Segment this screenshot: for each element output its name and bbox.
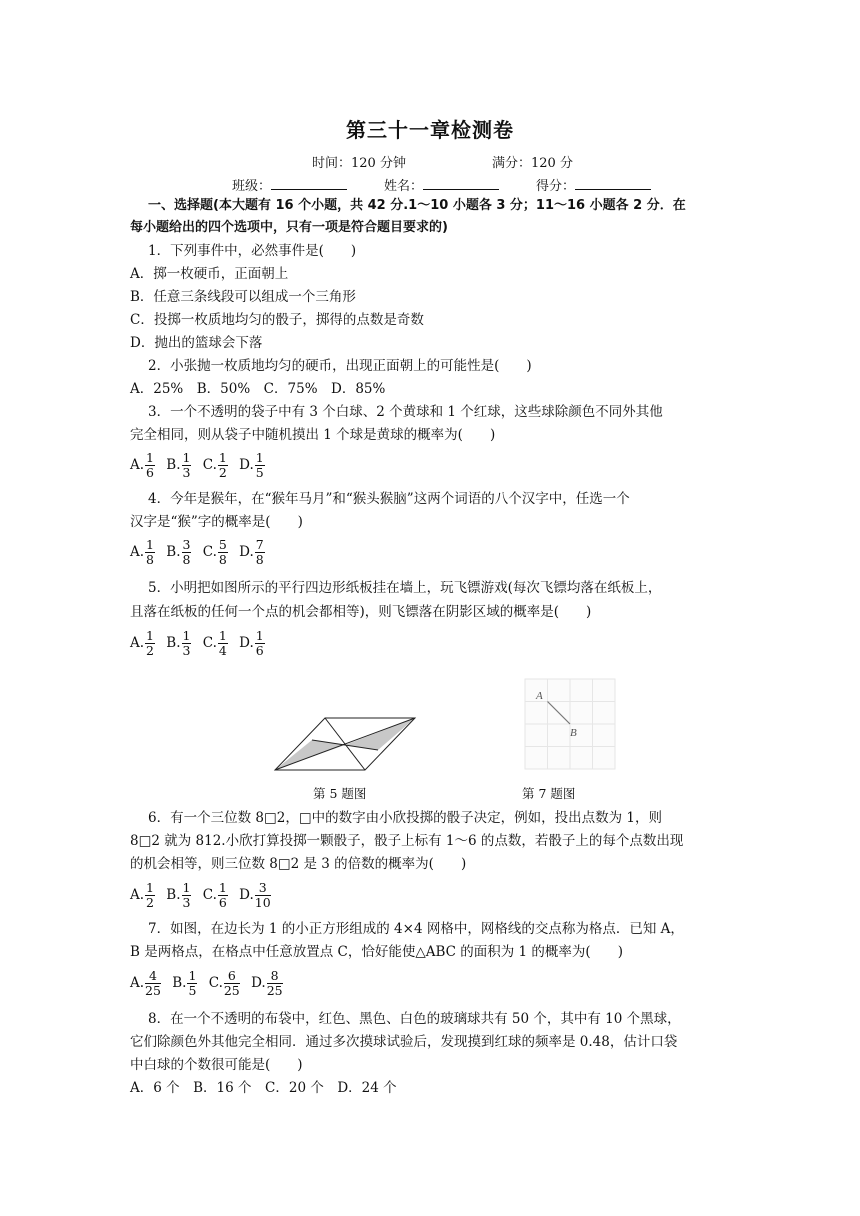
q1-option-c: C．投掷一枚质地均匀的骰子，掷得的点数是奇数: [130, 312, 424, 328]
option-d: D. $\frac{1}{5}$: [239, 450, 264, 480]
figure-5-caption: 第 5 题图: [313, 786, 367, 801]
option-a: A. $\frac{4}{25}$: [130, 968, 161, 998]
fraction: $\frac{1}{2}$: [146, 880, 154, 910]
fraction: $\frac{1}{3}$: [182, 880, 191, 910]
q3-options: [130, 451, 730, 480]
q8-stem-line1: 8．在一个不透明的布袋中，红色、黑色、白色的玻璃球共有 50 个，其中有 10 个黑球，: [148, 1011, 681, 1027]
q7-stem-line2: B 是两格点，在格点中任意放置点 C，恰好能使△ABC 的面积为 1 的概率为( ): [130, 944, 623, 960]
fraction: $\frac{1}{5}$: [255, 450, 264, 480]
figure-7-caption: 第 7 题图: [522, 786, 576, 801]
fraction: $\frac{1}{6}$: [146, 450, 154, 480]
fraction: $\frac{8}{25}$: [266, 968, 283, 998]
q8-stem-line2: 它们除颜色外其他完全相同．通过多次摸球试验后，发现摸到红球的频率是 0.48，估计口袋: [130, 1034, 678, 1050]
option-d: D. $\frac{3}{10}$: [239, 880, 271, 910]
fraction: $\frac{1}{8}$: [146, 537, 154, 567]
name-blank: [423, 177, 499, 190]
fraction: $\frac{1}{2}$: [146, 628, 154, 658]
option-d: D. $\frac{7}{8}$: [239, 537, 264, 567]
fraction: $\frac{3}{8}$: [182, 537, 191, 567]
q5-stem-line1: 5．小明把如图所示的平行四边形纸板挂在墙上，玩飞镖游戏(每次飞镖均落在纸板上，: [148, 580, 662, 596]
name-field: [384, 175, 499, 194]
q5-stem-line2: 且落在纸板的任何一个点的机会都相等)，则飞镖落在阴影区域的概率是( ): [130, 604, 592, 620]
q6-stem-line3: 的机会相等，则三位数 8□2 是 3 的倍数的概率为( ): [130, 856, 467, 872]
option-d: D. $\frac{1}{6}$: [239, 628, 264, 658]
option-d: D. $\frac{8}{25}$: [251, 968, 283, 998]
fraction: $\frac{1}{4}$: [218, 628, 227, 658]
fraction: $\frac{1}{3}$: [182, 450, 191, 480]
option-b: B. $\frac{1}{5}$: [172, 968, 197, 998]
q4-stem-line1: 4．今年是猴年，在“猴年马月”和“猴头猴脑”这两个词语的八个汉字中，任选一个: [148, 491, 630, 507]
q7-stem-line1: 7．如图，在边长为 1 的小正方形组成的 4×4 网格中，网格线的交点称为格点．已知 A，: [148, 921, 684, 937]
fraction: $\frac{4}{25}$: [145, 968, 161, 998]
score-label: 得分：: [536, 179, 576, 194]
q8-stem-line3: 中白球的个数很可能是( ): [130, 1057, 303, 1073]
q1-option-b: B．任意三条线段可以组成一个三角形: [130, 289, 356, 305]
score-field: [536, 175, 651, 194]
q2-stem: 2．小张抛一枚质地均匀的硬币，出现正面朝上的可能性是( ): [148, 358, 532, 374]
fraction: $\frac{1}{5}$: [188, 968, 197, 998]
fraction: $\frac{6}{25}$: [223, 968, 240, 998]
fraction: $\frac{1}{2}$: [218, 450, 227, 480]
section-heading-line1: 一、选择题(本大题有 16 个小题，共 42 分.1～10 小题各 3 分；11～16 小题各 2 分．在: [148, 198, 686, 213]
q2-options: A．25% B．50% C．75% D．85%: [130, 381, 386, 397]
name-label: 姓名：: [384, 179, 424, 194]
q3-stem-line2: 完全相同，则从袋子中随机摸出 1 个球是黄球的概率为( ): [130, 427, 496, 443]
q1-stem: 1．下列事件中，必然事件是( ): [148, 243, 357, 259]
option-b: B. $\frac{3}{8}$: [166, 537, 191, 567]
option-c: C. $\frac{5}{8}$: [202, 537, 227, 567]
q1-option-a: A．掷一枚硬币，正面朝上: [130, 266, 289, 282]
q6-stem-line1: 6．有一个三位数 8□2，□中的数字由小欣投掷的骰子决定，例如，投出点数为 1，则: [148, 810, 662, 826]
option-a: A. $\frac{1}{2}$: [130, 628, 154, 658]
q4-options: [130, 538, 730, 567]
option-c: C. $\frac{6}{25}$: [208, 968, 240, 998]
class-field: [232, 175, 347, 194]
shaded-triangle-right: [345, 718, 415, 750]
point-a-label: A: [536, 690, 543, 702]
score-blank: [575, 177, 651, 190]
fraction: $\frac{5}{8}$: [218, 537, 227, 567]
full-score-info: 满分：120 分: [492, 156, 573, 171]
option-c: C. $\frac{1}{4}$: [202, 628, 227, 658]
figure-5-parallelogram: [270, 712, 420, 774]
fraction: $\frac{3}{10}$: [254, 880, 271, 910]
option-a: A. $\frac{1}{8}$: [130, 537, 154, 567]
figure-7-grid: [524, 678, 616, 770]
fraction: $\frac{1}{6}$: [218, 880, 227, 910]
option-b: B. $\frac{1}{3}$: [166, 628, 191, 658]
q8-options: A．6 个 B．16 个 C．20 个 D．24 个: [130, 1080, 397, 1096]
section-heading-line2: 每小题给出的四个选项中，只有一项是符合题目要求的): [130, 220, 448, 235]
option-a: A. $\frac{1}{2}$: [130, 880, 154, 910]
option-b: B. $\frac{1}{3}$: [166, 880, 191, 910]
q6-options: [130, 881, 730, 910]
option-a: A. $\frac{1}{6}$: [130, 450, 154, 480]
option-c: C. $\frac{1}{2}$: [202, 450, 227, 480]
page-title: 第三十一章检测卷: [346, 118, 514, 142]
fraction: $\frac{1}{6}$: [255, 628, 264, 658]
q3-stem-line1: 3．一个不透明的袋子中有 3 个白球、2 个黄球和 1 个红球，这些球除颜色不同外其他: [148, 404, 663, 420]
point-b-label: B: [570, 727, 577, 739]
shaded-triangle-left: [275, 740, 345, 770]
option-c: C. $\frac{1}{6}$: [202, 880, 227, 910]
fraction: $\frac{1}{3}$: [182, 628, 191, 658]
option-b: B. $\frac{1}{3}$: [166, 450, 191, 480]
q7-options: [130, 969, 730, 998]
q6-stem-line2: 8□2 就为 812.小欣打算投掷一颗骰子，骰子上标有 1～6 的点数，若骰子上的每个点数出现: [130, 833, 684, 849]
class-label: 班级：: [232, 179, 272, 194]
fraction: $\frac{7}{8}$: [255, 537, 264, 567]
time-info: 时间：120 分钟: [312, 156, 406, 171]
class-blank: [271, 177, 347, 190]
q5-options: [130, 629, 730, 658]
q4-stem-line2: 汉字是“猴”字的概率是( ): [130, 514, 303, 530]
q1-option-d: D．抛出的篮球会下落: [130, 335, 263, 351]
